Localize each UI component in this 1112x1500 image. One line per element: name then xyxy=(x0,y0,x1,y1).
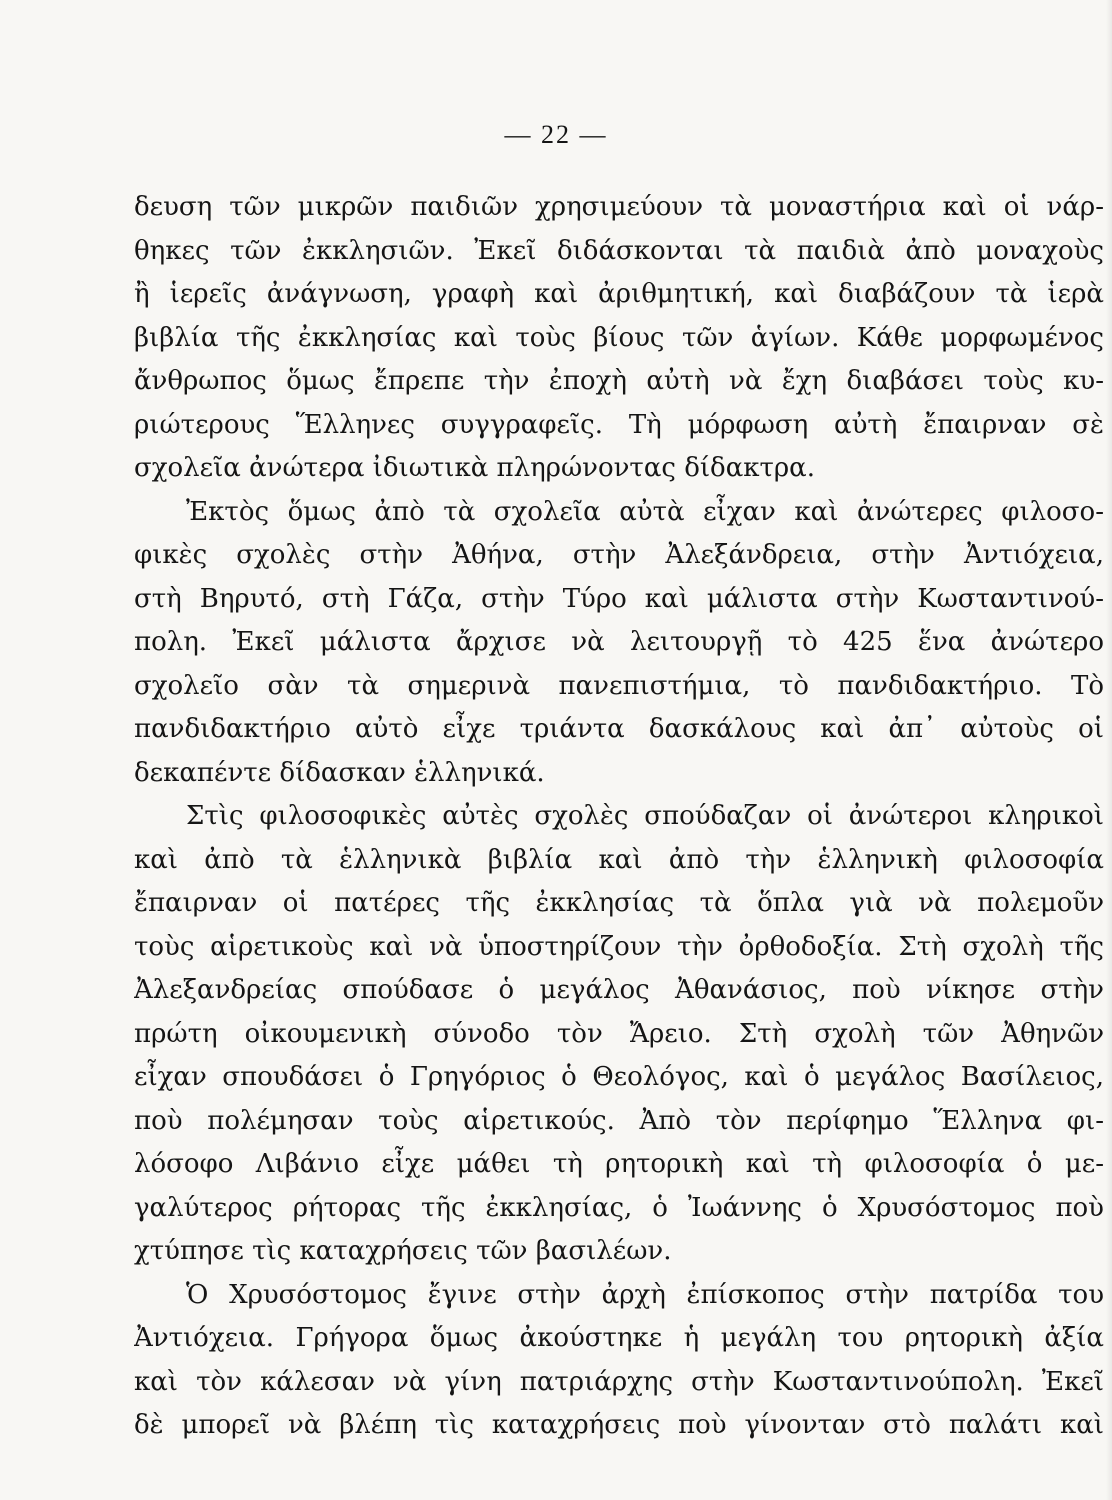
text-line: ἢ ἱερεῖς ἀνάγνωση, γραφὴ καὶ ἀριθμητική, καὶ διαβάζουν τὰ ἱερὰ xyxy=(134,279,1104,309)
text-line: πολη. Ἐκεῖ μάλιστα ἄρχισε νὰ λειτουργῇ τὸ 425 ἕνα ἀνώτερο xyxy=(134,627,1104,657)
text-line: τοὺς αἱρετικοὺς καὶ νὰ ὑποστηρίζουν τὴν ὀρθοδοξία. Στὴ σχολὴ τῆς xyxy=(134,931,1104,962)
text-line: Ἀντιόχεια. Γρήγορα ὅμως ἀκούστηκε ἡ μεγάλη του ρητορικὴ ἀξία xyxy=(134,1323,1104,1353)
text-line: ποὺ πολέμησαν τοὺς αἱρετικούς. Ἀπὸ τὸν περίφημο Ἕλληνα φι- xyxy=(134,1105,1104,1136)
text-line: σχολεῖα ἀνώτερα ἰδιωτικὰ πληρώνοντας δίδακτρα. xyxy=(134,453,816,483)
text-line: θηκες τῶν ἐκκλησιῶν. Ἐκεῖ διδάσκονται τὰ παιδιὰ ἀπὸ μοναχοὺς xyxy=(134,235,1104,266)
text-line: ριώτερους Ἕλληνες συγγραφεῖς. Τὴ μόρφωση αὐτὴ ἔπαιρναν σὲ xyxy=(134,409,1104,440)
text-line: πανδιδακτήριο αὐτὸ εἶχε τριάντα δασκάλους καὶ ἀπ᾽ αὐτοὺς οἱ xyxy=(134,714,1104,744)
text-line: φικὲς σχολὲς στὴν Ἀθήνα, στὴν Ἀλεξάνδρεια, στὴν Ἀντιόχεια, xyxy=(134,540,1104,570)
text-line: λόσοφο Λιβάνιο εἶχε μάθει τὴ ρητορικὴ καὶ τὴ φιλοσοφία ὁ με- xyxy=(134,1149,1104,1179)
text-line: ἔπαιρναν οἱ πατέρες τῆς ἐκκλησίας τὰ ὅπλα γιὰ νὰ πολεμοῦν xyxy=(134,888,1104,918)
text-line: Ἀλεξανδρείας σπούδασε ὁ μεγάλος Ἀθανάσιος, ποὺ νίκησε στὴν xyxy=(134,975,1104,1005)
paragraph-start: Στὶς φιλοσοφικὲς αὐτὲς σχολὲς σπούδαζαν οἱ ἀνώτεροι κληρικοὶ xyxy=(186,801,1104,831)
text-line: στὴ Βηρυτό, στὴ Γάζα, στὴν Τύρο καὶ μάλιστα στὴν Κωσταντινού- xyxy=(134,583,1104,614)
paragraph-start: Ὁ Χρυσόστομος ἔγινε στὴν ἀρχὴ ἐπίσκοπος στὴν πατρίδα του xyxy=(186,1279,1104,1310)
page-edge-shadow xyxy=(1106,0,1112,1500)
text-line: βιβλία τῆς ἐκκλησίας καὶ τοὺς βίους τῶν ἁγίων. Κάθε μορφωμένος xyxy=(134,322,1104,353)
text-line: δεκαπέντε δίδασκαν ἑλληνικά. xyxy=(134,757,545,788)
text-line: σχολεῖο σὰν τὰ σημερινὰ πανεπιστήμια, τὸ πανδιδακτήριο. Τὸ xyxy=(134,670,1104,701)
text-line: δευση τῶν μικρῶν παιδιῶν χρησιμεύουν τὰ μοναστήρια καὶ οἱ νάρ- xyxy=(134,192,1104,222)
text-line: καὶ ἀπὸ τὰ ἑλληνικὰ βιβλία καὶ ἀπὸ τὴν ἑλληνικὴ φιλοσοφία xyxy=(134,844,1104,875)
text-line: γαλύτερος ρήτορας τῆς ἐκκλησίας, ὁ Ἰωάννης ὁ Χρυσόστομος ποὺ xyxy=(134,1192,1104,1223)
text-line: εἶχαν σπουδάσει ὁ Γρηγόριος ὁ Θεολόγος, καὶ ὁ μεγάλος Βασίλειος, xyxy=(134,1062,1104,1092)
text-line: χτύπησε τὶς καταχρήσεις τῶν βασιλέων. xyxy=(134,1236,672,1266)
text-line: πρώτη οἰκουμενικὴ σύνοδο τὸν Ἄρειο. Στὴ σχολὴ τῶν Ἀθηνῶν xyxy=(134,1018,1104,1049)
body-text xyxy=(134,186,1104,1448)
text-line: δὲ μπορεῖ νὰ βλέπη τὶς καταχρήσεις ποὺ γίνονταν στὸ παλάτι καὶ xyxy=(134,1410,1104,1440)
text-line: ἄνθρωπος ὅμως ἔπρεπε τὴν ἐποχὴ αὐτὴ νὰ ἔχη διαβάσει τοὺς κυ- xyxy=(134,366,1104,396)
text-line: καὶ τὸν κάλεσαν νὰ γίνη πατριάρχης στὴν Κωσταντινούπολη. Ἐκεῖ xyxy=(134,1366,1104,1397)
paragraph-start: Ἐκτὸς ὅμως ἀπὸ τὰ σχολεῖα αὐτὰ εἶχαν καὶ ἀνώτερες φιλοσο- xyxy=(186,496,1104,527)
page-number: — 22 — xyxy=(504,120,608,149)
